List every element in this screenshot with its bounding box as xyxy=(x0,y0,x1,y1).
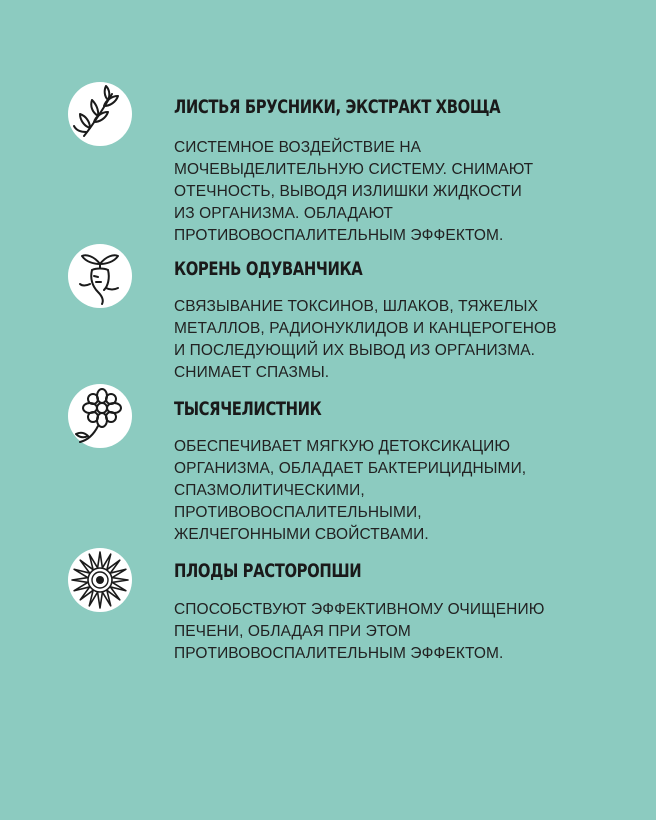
ingredient-description: СПОСОБСТВУЮТ ЭФФЕКТИВНОМУ ОЧИЩЕНИЮ ПЕЧЕНИ, ОБЛАДАЯ ПРИ ЭТОМ ПРОТИВОВОСПАЛИТЕЛЬНЫМ ЭФФЕКТОМ. xyxy=(174,601,545,662)
thistle-flower-icon xyxy=(68,548,132,612)
leaf-branch-icon xyxy=(68,82,132,146)
ingredient-description: СВЯЗЫВАНИЕ ТОКСИНОВ, ШЛАКОВ, ТЯЖЕЛЫХ МЕТАЛЛОВ, РАДИОНУКЛИДОВ И КАНЦЕРОГЕНОВ И ПОСЛЕДУЮЩИЙ ИХ ВЫВОД ИЗ ОРГАНИЗМА. СНИМАЕТ СПАЗМЫ. xyxy=(174,298,557,381)
ingredient-title: КОРЕНЬ ОДУВАНЧИКА xyxy=(174,258,363,280)
ingredient-title: ЛИСТЬЯ БРУСНИКИ, ЭКСТРАКТ ХВОЩА xyxy=(174,96,501,118)
flower-icon xyxy=(68,384,132,448)
ingredient-title: ПЛОДЫ РАСТОРОПШИ xyxy=(174,560,362,582)
ingredient-title: ТЫСЯЧЕЛИСТНИК xyxy=(174,398,322,420)
root-icon xyxy=(68,244,132,308)
ingredient-description: ОБЕСПЕЧИВАЕТ МЯГКУЮ ДЕТОКСИКАЦИЮ ОРГАНИЗМА, ОБЛАДАЕТ БАКТЕРИЦИДНЫМИ, СПАЗМОЛИТИЧЕСКИМИ, ПРОТИВОВОСПАЛИТЕЛЬНЫМИ, ЖЕЛЧЕГОННЫМИ СВОЙСТВАМИ. xyxy=(174,438,527,543)
ingredient-description: СИСТЕМНОЕ ВОЗДЕЙСТВИЕ НА МОЧЕВЫДЕЛИТЕЛЬНУЮ СИСТЕМУ. СНИМАЮТ ОТЕЧНОСТЬ, ВЫВОДЯ ИЗЛИШКИ ЖИДКОСТИ ИЗ ОРГАНИЗМА. ОБЛАДАЮТ ПРОТИВОВОСПАЛИТЕЛЬНЫМ ЭФФЕКТОМ. xyxy=(174,139,534,244)
